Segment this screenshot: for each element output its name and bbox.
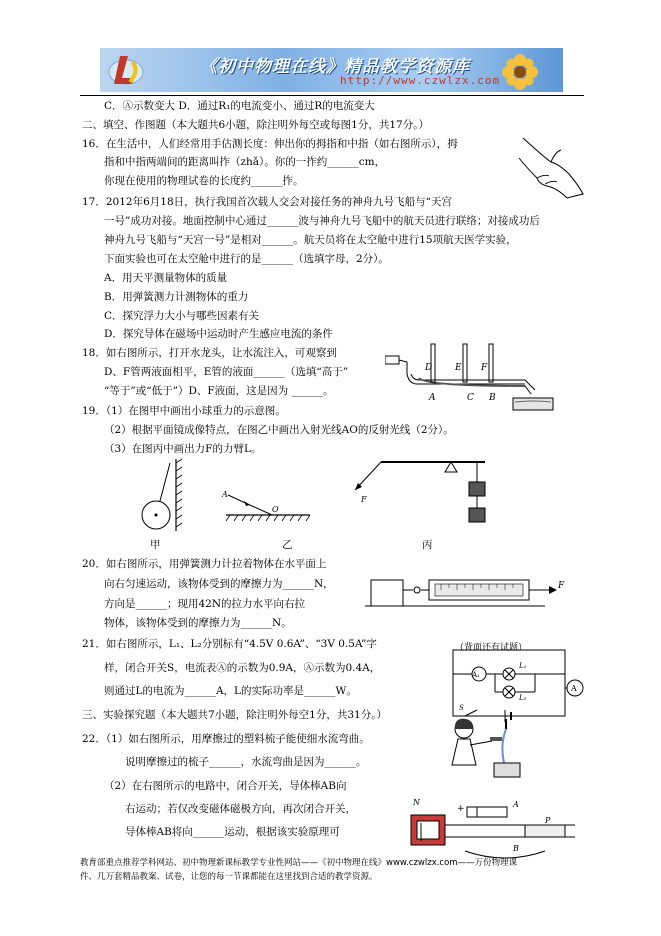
q17-line-4: 下面实验也可在太空舱中进行的是______（选填字母，2分）。 <box>104 253 389 265</box>
figure-19-yi-mirror <box>220 485 315 535</box>
flower-icon <box>500 52 540 92</box>
rod-end-b: B <box>513 844 519 853</box>
q18-line-1: 18．如右图所示，打开水龙头，让水流注入，可观察到 <box>82 347 337 359</box>
force-label-f: F <box>361 495 367 504</box>
q17-line-1: 17．2012年6月18日，执行我国首次载人交会对接任务的神舟九号飞船与“天宫 <box>82 196 452 208</box>
q16-line-2: 指和中指两端间的距离叫拃（zhǎ）。你的一拃约______cm， <box>104 156 386 168</box>
ammeter-label-a: A <box>571 684 577 693</box>
q20-line-2: 向右匀速运动，该物体受到的摩擦力为______N， <box>104 578 334 590</box>
q22-line-5: 导体棒AB将向______运动，根据该实验原理可 <box>125 826 340 838</box>
banner-title: 《初中物理在线》精品教学资源库 <box>200 57 470 77</box>
banner-url: http://www.czwlzx.com <box>340 74 501 87</box>
figure-19-jia-ball <box>140 455 190 535</box>
ray-label-o: O <box>272 505 279 514</box>
q17-line-3: 神舟九号飞船与“天宫一号”是相对______。航天员将在太空舱中进行15项航天医学实验， <box>104 234 517 246</box>
q21-line-3: 则通过L的电流为______A，L的实际功率是______W。 <box>104 685 357 697</box>
tube-label-e: E <box>455 363 462 373</box>
q22-line-1: 22．（1）如右图所示，用摩擦过的塑料梳子能使细水流弯曲。 <box>82 733 370 745</box>
hand-span-figure <box>515 128 587 200</box>
tube-label-c: C <box>467 393 474 403</box>
q22-line-3: （2）在右图所示的电路中，闭合开关，导体棒AB向 <box>104 780 347 792</box>
figure-19-label-yi: 乙 <box>282 539 293 551</box>
q17-option-b: B．用弹簧测力计测物体的重力 <box>104 291 249 303</box>
section-3-heading: 三、实验探究题（本大题共7小题，除注明外每空1分，共31分。） <box>82 709 387 721</box>
q17-line-2: 一号”成功对接。地面控制中心通过______波与神舟九号飞船中的航天员进行联络；对接成功后 <box>104 215 540 227</box>
slider-label-p: P <box>545 816 551 825</box>
header-rule <box>80 95 584 96</box>
rod-end-a: A <box>513 800 519 809</box>
site-logo-icon <box>106 52 146 88</box>
figure-19-label-jia: 甲 <box>150 539 161 551</box>
q22-line-4: 右运动；若仅改变磁体磁极方向，再次闭合开关， <box>125 803 356 815</box>
q17-option-d: D．探究导体在磁场中运动时产生感应电流的条件 <box>104 328 333 340</box>
q17-option-a: A．用天平测量物体的质量 <box>104 272 228 284</box>
q21-line-1: 21．如右图所示，L₁、L₂分别标有“4.5V 0.6A”、“3V 0.5A”字 <box>82 638 377 650</box>
q17-option-c: C．探究浮力大小与哪些因素有关 <box>104 310 260 322</box>
q20-line-4: 物体，该物体受到的摩擦力为______N。 <box>104 617 292 629</box>
q15-options: C．Ⓐ示数变大 D．通过R₁的电流变小、通过R的电流变大 <box>104 100 375 112</box>
footer-line-2: 件、几万套精品教案、试卷，让您的每一节课都能在这里找到合适的教学资源。 <box>80 872 378 882</box>
pull-force-label: F <box>558 581 565 591</box>
figure-19-bing-lever <box>345 452 495 534</box>
lamp-label-l2: L₂ <box>519 694 527 702</box>
tube-label-b: B <box>489 393 496 403</box>
q16-line-1: 16．在生活中，人们经常用手估测长度：伸出你的拇指和中指（如右图所示），拇 <box>82 138 458 150</box>
ammeter-label-a1: A₁ <box>472 671 480 679</box>
q20-line-1: 20．如右图所示，用弹簧测力计拉着物体在水平面上 <box>82 558 327 570</box>
spring-balance-figure <box>365 568 570 614</box>
switch-label-s: S <box>459 704 464 712</box>
q19-line-1: 19．（1）在图甲中画出小球重力的示意图。 <box>82 405 286 417</box>
magnet-pole-n: N <box>413 798 420 807</box>
back-page-notice: （背面还有试题） <box>455 643 528 653</box>
q21-line-2: 样，闭合开关S，电流表Ⓐ的示数为0.9A，Ⓐ示数为0.4A， <box>104 662 381 674</box>
q18-line-2: D、F管两液面相平，E管的液面______（选填“高于” <box>104 366 349 378</box>
section-2-heading: 二、填空、作图题（本大题共6小题，除注明外每空或每图1分，共17分。） <box>82 119 429 131</box>
ray-label-a: A <box>222 490 228 499</box>
footer-line-1: 教育部重点推荐学科网站、初中物理新课标教学专业性网站——《初中物理在线》www.czwlzx.com——万份物理课 <box>80 858 518 868</box>
q20-line-3: 方向是______；现用42N的拉力水平向右拉 <box>104 598 306 610</box>
q22-line-2: 说明摩擦过的梳子______，水流弯曲是因为______。 <box>125 756 367 768</box>
q16-line-3: 你现在使用的物理试卷的长度约______拃。 <box>104 175 304 187</box>
battery-plus-sign: + <box>457 804 465 814</box>
tube-label-d: D <box>425 363 433 373</box>
lamp-label-l1: L₁ <box>519 662 527 670</box>
tube-label-f: F <box>481 363 488 373</box>
comb-water-figure <box>440 715 530 785</box>
header-banner <box>100 48 563 92</box>
circuit-figure-21 <box>445 638 587 724</box>
q19-line-2: （2）根据平面镜成像特点，在图乙中画出入射光线AO的反射光线（2分）。 <box>104 424 454 436</box>
tube-label-a: A <box>429 393 436 403</box>
q18-line-3: “等于”或“低于”）D、F液面，这是因为 ______。 <box>104 385 334 397</box>
connected-tubes-figure <box>385 340 565 418</box>
q19-line-3: （3）在图丙中画出力F的力臂L。 <box>104 443 262 455</box>
figure-19-label-bing: 丙 <box>422 539 433 551</box>
